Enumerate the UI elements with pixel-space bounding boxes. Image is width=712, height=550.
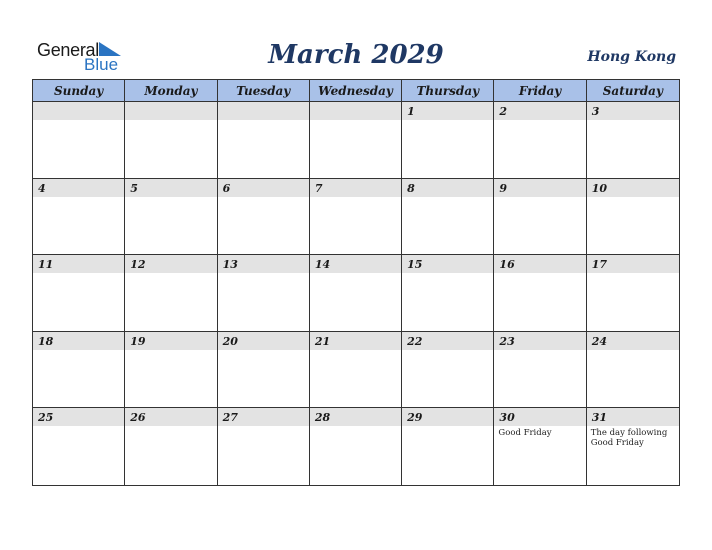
day-cell xyxy=(587,408,679,485)
day-number: 7 xyxy=(310,179,401,197)
day-cell xyxy=(494,332,586,409)
day-cell xyxy=(402,408,494,485)
day-number: 6 xyxy=(218,179,309,197)
day-cell xyxy=(310,179,402,256)
weekday-header-monday: Monday xyxy=(125,80,217,102)
weekday-header-sunday: Sunday xyxy=(33,80,125,102)
day-number xyxy=(125,102,216,120)
day-cell xyxy=(33,408,125,485)
day-number xyxy=(33,102,124,120)
day-number: 29 xyxy=(402,408,493,426)
day-number: 14 xyxy=(310,255,401,273)
day-cell xyxy=(218,408,310,485)
day-cell xyxy=(218,255,310,332)
day-number: 12 xyxy=(125,255,216,273)
day-number: 10 xyxy=(587,179,679,197)
day-cell xyxy=(587,179,679,256)
day-cell xyxy=(587,332,679,409)
day-number: 19 xyxy=(125,332,216,350)
day-cell xyxy=(125,102,217,179)
day-number: 21 xyxy=(310,332,401,350)
day-number: 9 xyxy=(494,179,585,197)
day-number xyxy=(310,102,401,120)
day-cell xyxy=(33,102,125,179)
day-number: 25 xyxy=(33,408,124,426)
day-number: 23 xyxy=(494,332,585,350)
day-cell xyxy=(587,255,679,332)
day-number: 20 xyxy=(218,332,309,350)
day-number: 11 xyxy=(33,255,124,273)
day-cell xyxy=(310,255,402,332)
day-number: 1 xyxy=(402,102,493,120)
day-cell xyxy=(494,102,586,179)
holiday-event: The day following Good Friday xyxy=(590,428,668,449)
weekday-header-saturday: Saturday xyxy=(587,80,679,102)
day-number: 15 xyxy=(402,255,493,273)
day-number: 3 xyxy=(587,102,679,120)
day-cell xyxy=(125,332,217,409)
day-cell xyxy=(125,179,217,256)
day-number xyxy=(218,102,309,120)
day-number: 18 xyxy=(33,332,124,350)
weekday-header-thursday: Thursday xyxy=(402,80,494,102)
weekday-header-wednesday: Wednesday xyxy=(310,80,402,102)
day-number: 31 xyxy=(587,408,679,426)
day-cell xyxy=(125,255,217,332)
day-cell xyxy=(587,102,679,179)
day-number: 28 xyxy=(310,408,401,426)
day-number: 24 xyxy=(587,332,679,350)
logo-text-general: General xyxy=(37,40,99,60)
day-number: 27 xyxy=(218,408,309,426)
day-cell xyxy=(494,408,586,485)
day-cell xyxy=(402,332,494,409)
day-cell xyxy=(125,408,217,485)
day-number: 4 xyxy=(33,179,124,197)
day-cell xyxy=(310,408,402,485)
weekday-header-tuesday: Tuesday xyxy=(218,80,310,102)
day-number: 22 xyxy=(402,332,493,350)
day-cell xyxy=(33,255,125,332)
day-cell xyxy=(310,332,402,409)
day-number: 5 xyxy=(125,179,216,197)
day-cell xyxy=(218,102,310,179)
day-number: 8 xyxy=(402,179,493,197)
day-cell xyxy=(402,102,494,179)
day-cell xyxy=(33,332,125,409)
day-number: 16 xyxy=(494,255,585,273)
day-number: 26 xyxy=(125,408,216,426)
region-label: Hong Kong xyxy=(587,49,676,65)
day-number: 17 xyxy=(587,255,679,273)
day-cell xyxy=(218,332,310,409)
day-cell xyxy=(494,255,586,332)
holiday-event: Good Friday xyxy=(498,428,552,439)
weekday-header-friday: Friday xyxy=(494,80,586,102)
day-cell xyxy=(402,255,494,332)
day-number: 2 xyxy=(494,102,585,120)
calendar-grid xyxy=(32,79,680,486)
calendar-title: March 2029 xyxy=(268,40,444,70)
day-cell xyxy=(494,179,586,256)
day-cell xyxy=(402,179,494,256)
day-number: 30 xyxy=(494,408,585,426)
day-number: 13 xyxy=(218,255,309,273)
day-cell xyxy=(218,179,310,256)
day-cell xyxy=(33,179,125,256)
day-cell xyxy=(310,102,402,179)
logo-text-blue: Blue xyxy=(84,55,119,74)
